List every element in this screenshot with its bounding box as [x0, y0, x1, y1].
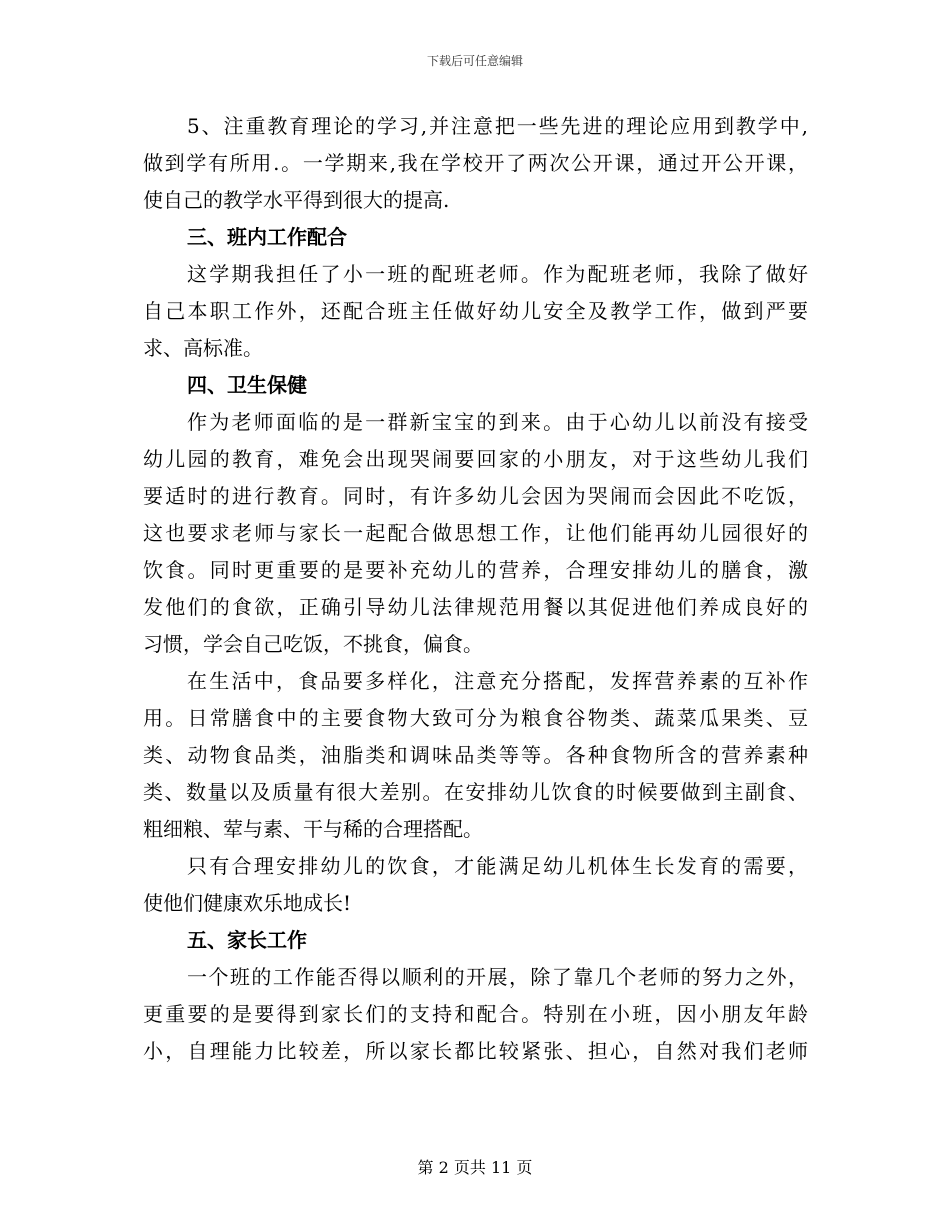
body-text-line: 发他们的食欲，正确引导幼儿法律规范用餐以其促进他们养成良好的 — [143, 595, 808, 619]
section-heading: 五、家长工作 — [187, 928, 307, 952]
body-text-line: 作为老师面临的是一群新宝宝的到来。由于心幼儿以前没有接受 — [187, 410, 808, 434]
body-text-line: 饮食。同时更重要的是要补充幼儿的营养，合理安排幼儿的膳食，激 — [143, 558, 808, 582]
body-text-line: 求、高标准。 — [143, 336, 263, 360]
body-text-line: 这也要求老师与家长一起配合做思想工作，让他们能再幼儿园很好的 — [143, 521, 808, 545]
section-heading: 三、班内工作配合 — [187, 225, 347, 249]
body-text-line: 习惯，学会自己吃饭，不挑食，偏食。 — [143, 632, 483, 656]
body-text-line: 小，自理能力比较差，所以家长都比较紧张、担心，自然对我们老师 — [143, 1039, 808, 1063]
section-heading: 四、卫生保健 — [187, 373, 307, 397]
document-body — [143, 108, 808, 1070]
body-text-line: 自己本职工作外，还配合班主任做好幼儿安全及教学工作，做到严要 — [143, 299, 808, 323]
body-text-line: 类、数量以及质量有很大差别。在安排幼儿饮食的时候要做到主副食、 — [143, 780, 808, 804]
page-number-footer: 第 2 页共 11 页 — [417, 1158, 533, 1177]
body-text-line: 使自己的教学水平得到很大的提高. — [143, 188, 450, 212]
page-header-note: 下载后可任意编辑 — [426, 54, 523, 68]
body-text-line: 幼儿园的教育，难免会出现哭闹要回家的小朋友，对于这些幼儿我们 — [143, 447, 808, 471]
body-text-line: 这学期我担任了小一班的配班老师。作为配班老师，我除了做好 — [187, 262, 808, 286]
body-text-line: 使他们健康欢乐地成长! — [143, 891, 352, 915]
body-text-line: 只有合理安排幼儿的饮食，才能满足幼儿机体生长发育的需要， — [187, 854, 808, 878]
body-text-line: 做到学有所用.。一学期来,我在学校开了两次公开课，通过开公开课， — [143, 151, 808, 175]
body-text-line: 5、注重教育理论的学习,并注意把一些先进的理论应用到教学中, — [187, 114, 808, 138]
body-text-line: 在生活中，食品要多样化，注意充分搭配，发挥营养素的互补作 — [187, 669, 808, 693]
body-text-line: 要适时的进行教育。同时，有许多幼儿会因为哭闹而会因此不吃饭， — [143, 484, 808, 508]
body-text-line: 一个班的工作能否得以顺利的开展，除了靠几个老师的努力之外， — [187, 965, 808, 989]
body-text-line: 用。日常膳食中的主要食物大致可分为粮食谷物类、蔬菜瓜果类、豆 — [143, 706, 808, 730]
body-text-line: 类、动物食品类，油脂类和调味品类等等。各种食物所含的营养素种 — [143, 743, 808, 767]
body-text-line: 更重要的是要得到家长们的支持和配合。特别在小班，因小朋友年龄 — [143, 1002, 808, 1026]
body-text-line: 粗细粮、荤与素、干与稀的合理搭配。 — [143, 817, 483, 841]
